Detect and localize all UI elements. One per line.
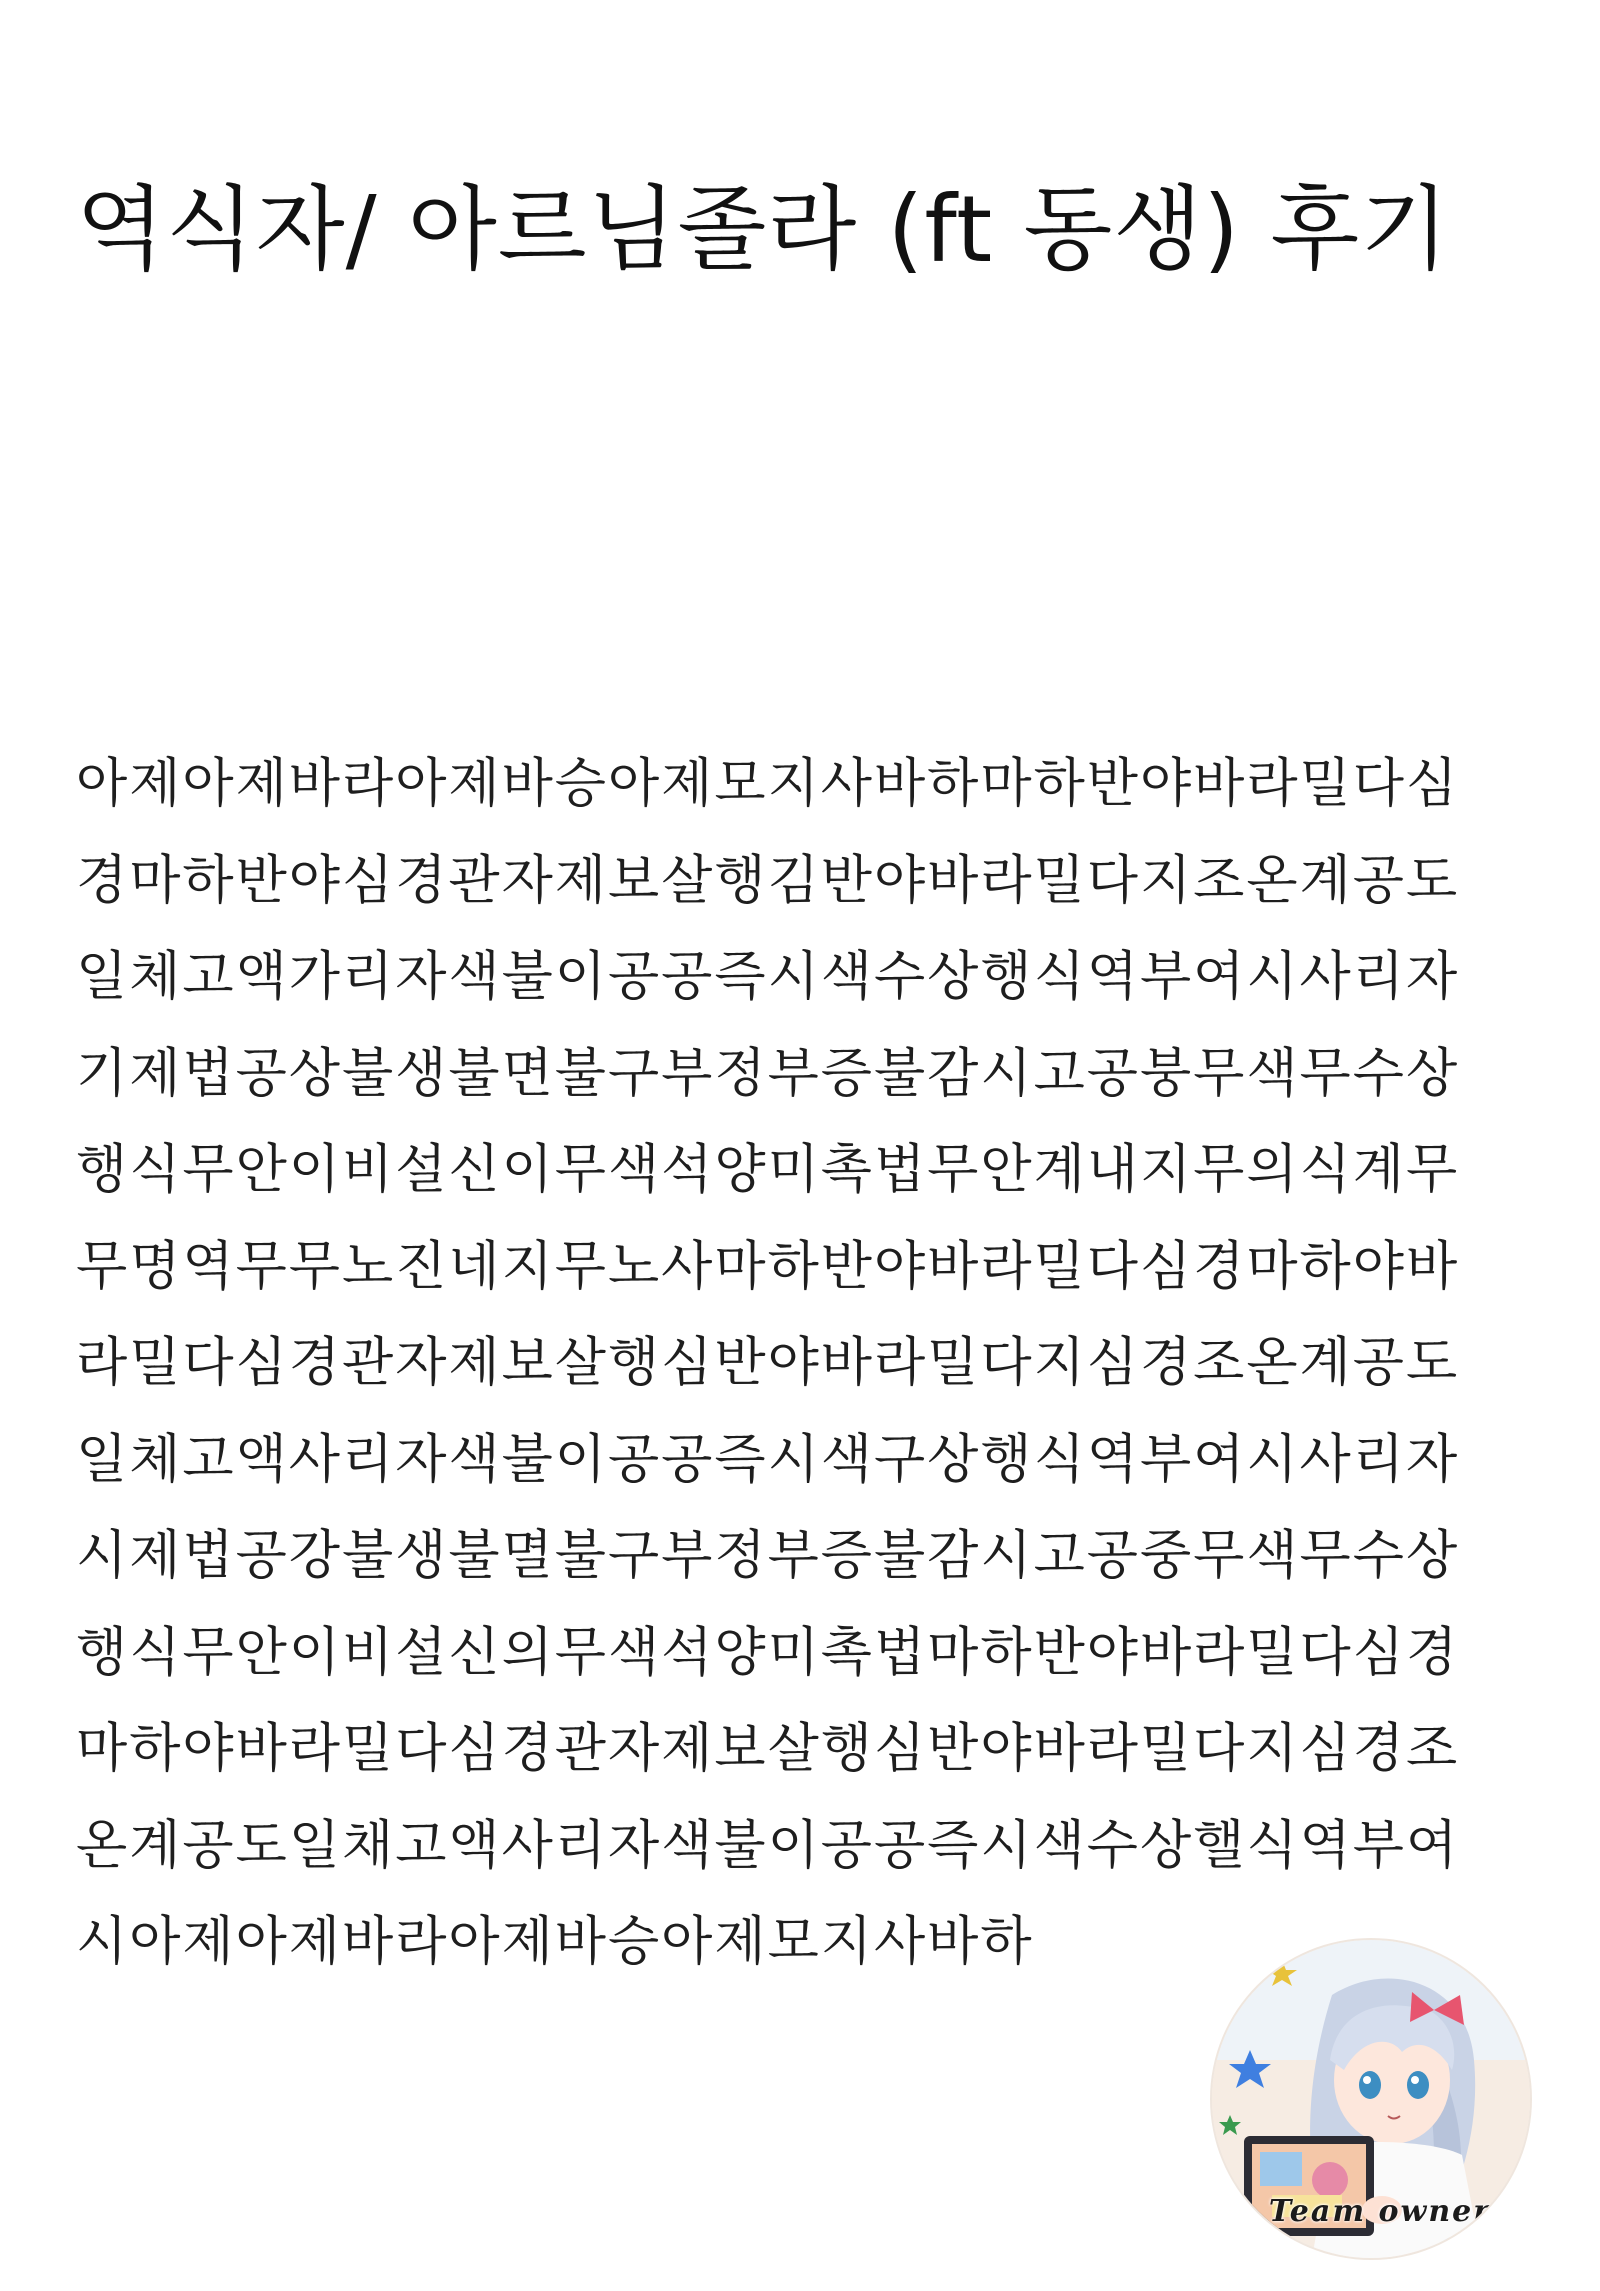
body-line: 라밀다심경관자제보살행심반야바라밀다지심경조온계공도 bbox=[76, 1332, 1460, 1393]
body-line: 기제법공상불생불면불구부정부증불감시고공붕무색무수상 bbox=[76, 1042, 1460, 1104]
body-line: 일체고액사리자색불이공공즉시색구상행식역부여시사리자 bbox=[76, 1428, 1460, 1490]
body-line: 행식무안이비설신이무색석양미촉법무안계내지무의식계무 bbox=[76, 1139, 1460, 1200]
post-body bbox=[76, 736, 1526, 1991]
body-line: 마하야바라밀다심경관자제보살행심반야바라밀다지심경조 bbox=[76, 1718, 1460, 1779]
body-line: 아제아제바라아제바승아제모지사바하마하반야바라밀다심 bbox=[76, 753, 1460, 814]
badge-label: Team owner bbox=[1268, 2194, 1492, 2229]
body-line: 온계공도일채고액사리자색불이공공즉시색수상핼식역부여 bbox=[76, 1814, 1460, 1876]
body-line: 시제법공강불생불멸불구부정부증불감시고공중무색무수상 bbox=[76, 1525, 1460, 1586]
body-line: 경마하반야심경관자제보살행김반야바라밀다지조온계공도 bbox=[76, 849, 1460, 911]
team-owner-badge bbox=[1212, 1940, 1530, 2258]
body-line: 시아제아제바라아제바승아제모지사바하 bbox=[76, 1911, 1034, 1972]
body-line: 일체고액가리자색불이공공즉시색수상행식역부여시사리자 bbox=[76, 946, 1460, 1007]
body-line: 무명역무무노진네지무노사마하반야바라밀다심경마하야바 bbox=[76, 1235, 1460, 1297]
post-title: 역식자/ 아르님졸라 (ft 동생) 후기 bbox=[76, 176, 1451, 283]
body-line: 행식무안이비설신의무색석양미촉법마하반야바라밀다심경 bbox=[76, 1621, 1460, 1683]
